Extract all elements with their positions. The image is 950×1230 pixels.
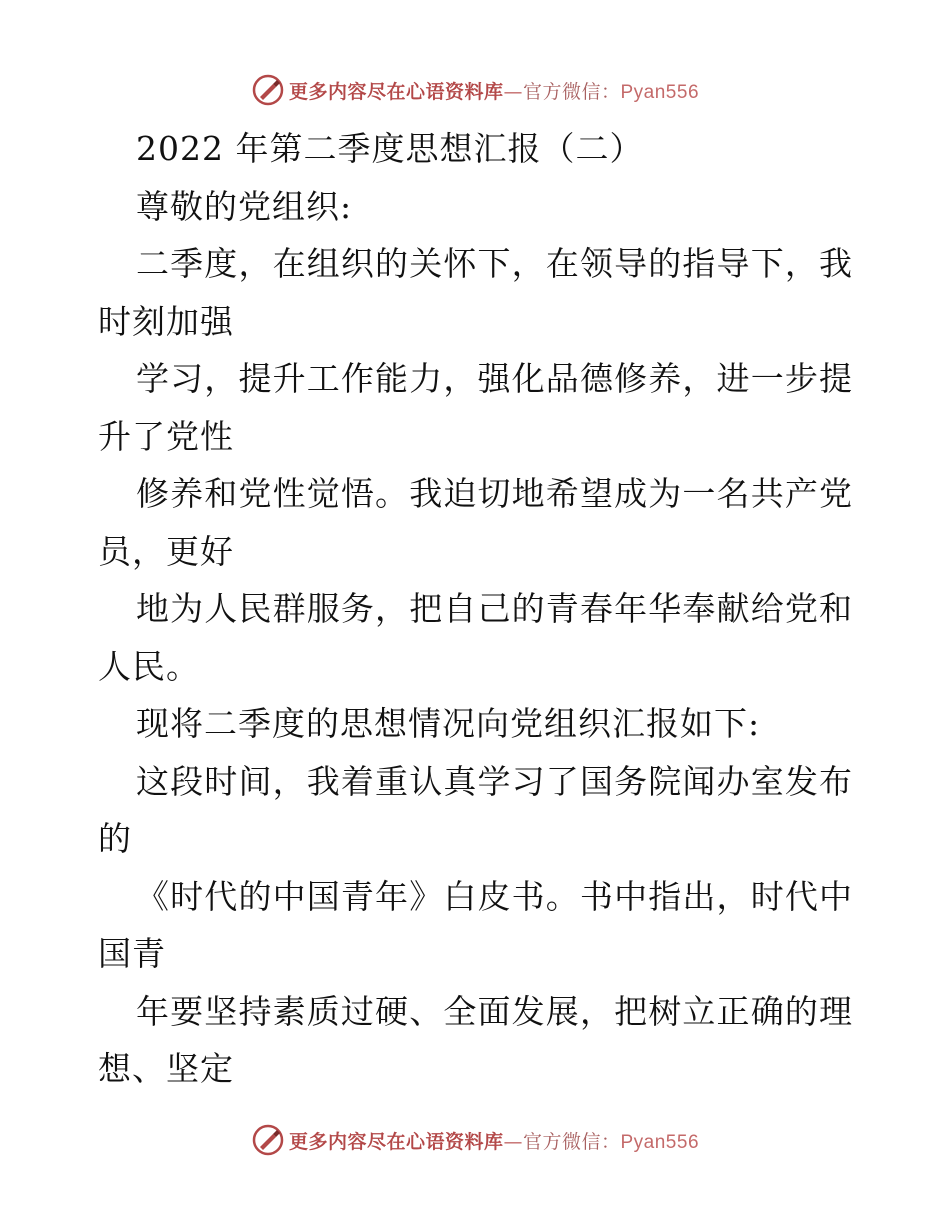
doc-salutation: 尊敬的党组织: bbox=[136, 186, 353, 226]
pen-logo-icon bbox=[251, 1123, 285, 1157]
doc-line: 年要坚持素质过硬、全面发展，把树立正确的理 bbox=[136, 991, 853, 1031]
document-body bbox=[98, 120, 853, 1098]
doc-line: 二季度，在组织的关怀下，在领导的指导下，我 bbox=[136, 244, 853, 283]
pen-logo-icon bbox=[251, 73, 285, 107]
watermark-dash: — bbox=[503, 1130, 523, 1153]
watermark-dash: — bbox=[503, 80, 523, 103]
watermark-text bbox=[289, 1127, 699, 1154]
doc-title: 2022 年第二季度思想汇报（二） bbox=[136, 129, 644, 168]
doc-line: 《时代的中国青年》白皮书。书中指出，时代中 bbox=[136, 876, 853, 916]
doc-line: 的 bbox=[98, 819, 132, 858]
watermark-id: Pyan556 bbox=[620, 1131, 700, 1153]
doc-line: 升了党性 bbox=[98, 416, 234, 456]
doc-line: 现将二季度的思想情况向党组织汇报如下: bbox=[136, 704, 761, 743]
doc-line: 时刻加强 bbox=[98, 301, 234, 341]
watermark-site: 更多内容尽在心语资料库 bbox=[288, 1130, 504, 1153]
doc-line: 地为人民群服务，把自己的青春年华奉献给党和 bbox=[136, 589, 853, 628]
doc-line: 国青 bbox=[98, 934, 166, 973]
doc-line: 想、坚定 bbox=[98, 1049, 234, 1088]
doc-line: 这段时间，我着重认真学习了国务院闻办室发布 bbox=[136, 761, 853, 801]
watermark-banner-bottom bbox=[0, 1120, 950, 1160]
watermark-banner-top bbox=[0, 70, 950, 110]
doc-line: 员，更好 bbox=[98, 531, 234, 571]
watermark-text bbox=[289, 77, 699, 104]
watermark-id: Pyan556 bbox=[620, 81, 700, 103]
doc-line: 修养和党性觉悟。我迫切地希望成为一名共产党 bbox=[136, 474, 853, 513]
watermark-label: 官方微信： bbox=[522, 80, 621, 103]
watermark-site: 更多内容尽在心语资料库 bbox=[288, 80, 504, 103]
watermark-label: 官方微信： bbox=[522, 1130, 621, 1153]
doc-line: 学习，提升工作能力，强化品德修养，进一步提 bbox=[136, 359, 853, 398]
doc-line: 人民。 bbox=[98, 646, 200, 686]
